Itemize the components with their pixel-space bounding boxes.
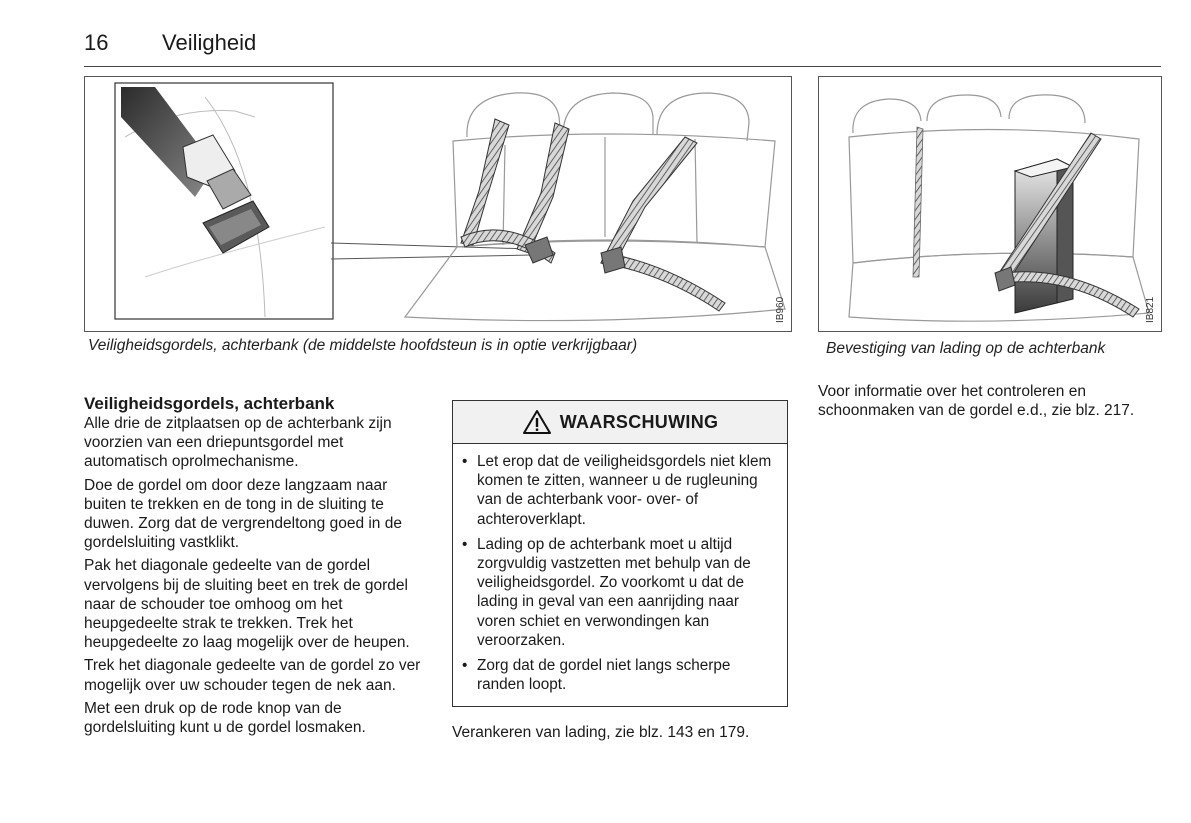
warning-triangle-icon — [522, 409, 552, 435]
warning-item: • Let erop dat de veiligheidsgordels niet klem komen te zitten, wanneer u de rugleuning van de achterbank voor- over- of achteroverklapt. — [461, 452, 773, 529]
figure-cargo-fastening — [818, 76, 1162, 332]
paragraph: Alle drie de zitplaatsen op de achterbank zijn voorzien van een driepuntsgordel met automatisch oprolmechanisme. — [84, 415, 392, 471]
right-text-column: Voor informatie over het controleren en schoonmaken van de gordel e.d., zie blz. 217. — [818, 383, 1135, 420]
paragraph: Met een druk op de rode knop van de gordelsluiting kunt u de gordel losmaken. — [84, 699, 366, 737]
left-text-column — [84, 394, 424, 741]
warning-title: WAARSCHUWING — [559, 411, 719, 432]
figure-code: IB960 — [775, 296, 786, 323]
warning-header — [453, 401, 787, 444]
warning-box — [452, 400, 788, 707]
cargo-anchoring-reference: Verankeren van lading, zie blz. 143 en 179. — [452, 724, 750, 741]
header-rule — [84, 66, 1161, 67]
page-section-title: Veiligheid — [162, 30, 257, 55]
paragraph: Doe de gordel om door deze langzaam naar buiten te trekken en de tong in de sluiting te duwen. Zorg dat de vergrendeltong goed in de gordelsluiting vastklikt. — [84, 476, 402, 552]
buckle-detail-inset — [115, 83, 333, 319]
section-heading: Veiligheidsgordels, achterbank — [84, 394, 335, 413]
warning-list — [453, 444, 787, 694]
paragraph: Trek het diagonale gedeelte van de gordel zo ver mogelijk over uw schouder tegen de nek aan. — [84, 657, 421, 694]
figure-caption-right: Bevestiging van lading op de achterbank — [826, 340, 1106, 357]
warning-item: • Lading op de achterbank moet u altijd zorgvuldig vastzetten met behulp van de veiligheidsgordel. Zo voorkomt u dat de lading in geval van een aanrijding naar voren schiet en verwondingen kan veroorzaken. — [461, 535, 773, 650]
figure-rear-seatbelts — [84, 76, 792, 332]
warning-item: • Zorg dat de gordel niet langs scherpe randen loopt. — [461, 656, 773, 694]
seatbelt-illustration — [85, 77, 791, 331]
cargo-illustration — [819, 77, 1161, 331]
page-number: 16 — [84, 30, 109, 55]
seatbelt-webbing — [913, 127, 923, 277]
rear-seat-drawing — [405, 93, 785, 321]
paragraph: Pak het diagonale gedeelte van de gordel vervolgens bij de sluiting beet en trek de gordel naar de schouder toe omhoog om het heupgedeelte strak te trekken. Trek het heupgedeelte zo laag mogelijk over de heupen. — [84, 557, 410, 652]
figure-caption-left: Veiligheidsgordels, achterbank (de middelste hoofdsteun is in optie verkrijgbaar) — [88, 337, 638, 354]
figure-code: IB821 — [1145, 296, 1156, 323]
seatbelt-webbing — [461, 119, 725, 311]
